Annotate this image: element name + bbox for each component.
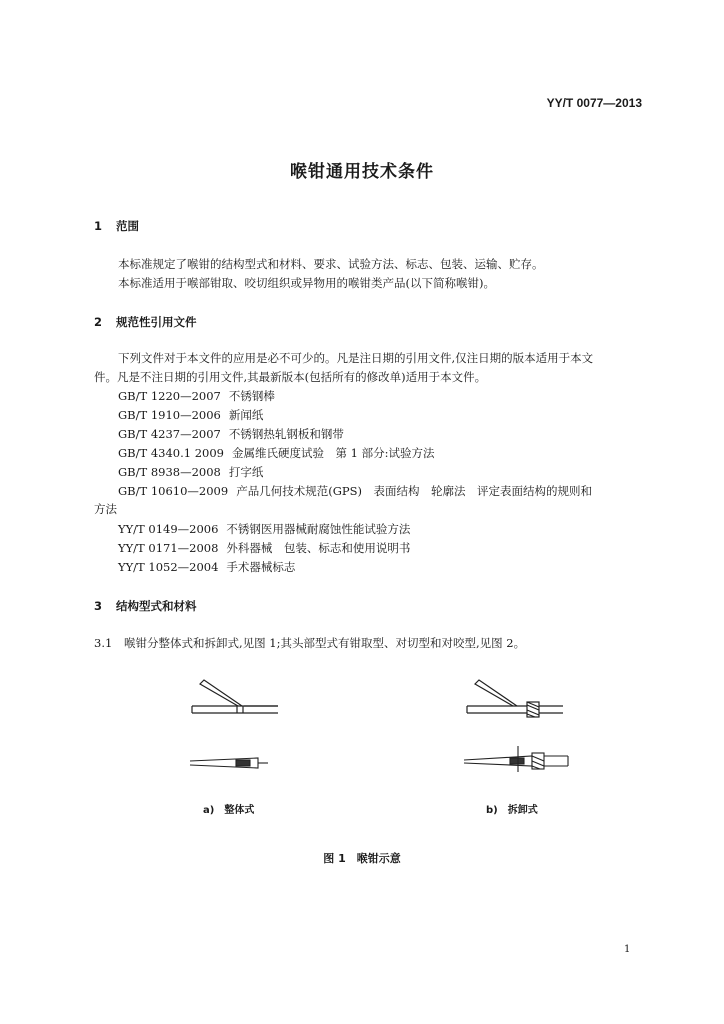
reference-code: GB/T 1910—2006 xyxy=(118,408,221,422)
page-number: 1 xyxy=(624,944,631,955)
section-title: 规范性引用文件 xyxy=(116,315,197,329)
document-title: 喉钳通用技术条件 xyxy=(290,162,434,182)
figure-title: 图 1 喉钳示意 xyxy=(323,852,401,865)
reference-name: 手术器械标志 xyxy=(226,560,296,574)
forceps-detachable-side-view xyxy=(465,680,565,720)
reference-item xyxy=(118,464,263,480)
section-2-heading xyxy=(94,314,197,330)
reference-item xyxy=(118,388,275,404)
reference-item xyxy=(118,559,295,575)
paragraph: 本标准适用于喉部钳取、咬切组织或异物用的喉钳类产品(以下简称喉钳)。 xyxy=(118,276,495,290)
reference-item xyxy=(118,521,410,537)
section-number: 2 xyxy=(94,315,103,329)
reference-item xyxy=(118,483,592,499)
reference-item xyxy=(118,426,344,442)
reference-code: GB/T 10610—2009 xyxy=(118,484,229,498)
section-3-heading xyxy=(94,598,197,614)
reference-name: 产品几何技术规范(GPS) 表面结构 轮廓法 评定表面结构的规则和 xyxy=(236,484,592,498)
figure-caption-a: a) 整体式 xyxy=(203,805,255,816)
reference-code: YY/T 0149—2006 xyxy=(118,522,219,536)
reference-name: 金属维氏硬度试验 第 1 部分:试验方法 xyxy=(232,446,435,460)
paragraph: 件。凡是不注日期的引用文件,其最新版本(包括所有的修改单)适用于本文件。 xyxy=(94,370,487,384)
clause-3-1 xyxy=(94,634,525,653)
reference-name: 打字纸 xyxy=(228,465,264,479)
section-title: 范围 xyxy=(116,219,139,233)
reference-code: YY/T 0171—2008 xyxy=(118,541,219,555)
forceps-integral-top-view xyxy=(188,752,270,774)
forceps-integral-side-view xyxy=(190,680,280,720)
reference-code: GB/T 4237—2007 xyxy=(118,427,221,441)
reference-continuation: 方法 xyxy=(94,502,117,516)
reference-item xyxy=(118,407,263,423)
section-title: 结构型式和材料 xyxy=(116,599,197,613)
section-number: 1 xyxy=(94,219,103,233)
reference-name: 不锈钢热轧钢板和钢带 xyxy=(228,427,344,441)
section-number: 3 xyxy=(94,599,103,613)
reference-name: 不锈钢棒 xyxy=(228,389,275,403)
paragraph: 本标准规定了喉钳的结构型式和材料、要求、试验方法、标志、包装、运输、贮存。 xyxy=(118,257,544,271)
section-1-heading xyxy=(94,218,139,234)
figure-caption-b: b) 拆卸式 xyxy=(486,805,538,816)
reference-item xyxy=(118,540,410,556)
reference-name: 不锈钢医用器械耐腐蚀性能试验方法 xyxy=(226,522,411,536)
reference-code: GB/T 4340.1 2009 xyxy=(118,446,224,460)
reference-code: GB/T 8938—2008 xyxy=(118,465,221,479)
reference-name: 外科器械 包装、标志和使用说明书 xyxy=(226,541,411,555)
forceps-detachable-top-view xyxy=(462,744,570,774)
paragraph: 下列文件对于本文件的应用是必不可少的。凡是注日期的引用文件,仅注日期的版本适用于本文 xyxy=(118,351,594,365)
reference-code: YY/T 1052—2004 xyxy=(118,560,219,574)
standard-code: YY/T 0077—2013 xyxy=(546,96,642,110)
reference-name: 新闻纸 xyxy=(228,408,264,422)
clause-text: 喉钳分整体式和拆卸式,见图 1;其头部型式有钳取型、对切型和对咬型,见图 2。 xyxy=(124,636,526,650)
reference-code: GB/T 1220—2007 xyxy=(118,389,221,403)
reference-item xyxy=(118,445,435,461)
clause-number: 3.1 xyxy=(94,636,113,650)
